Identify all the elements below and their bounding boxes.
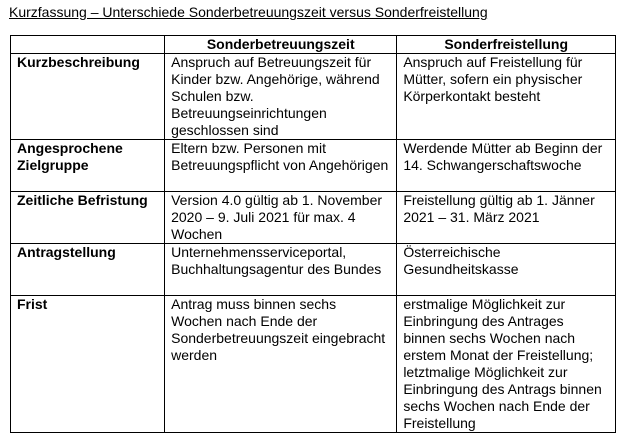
cell-sonderbetreuungszeit: Anspruch auf Betreuungszeit für Kinder bzw. Angehörige, während Schulen bzw. Betreuungseinrichtungen geschlossen sind (165, 54, 397, 140)
row-label-frist: Frist (11, 296, 165, 433)
cell-sonderbetreuungszeit: Version 4.0 gültig ab 1. November 2020 – 9. Juli 2021 für max. 4 Wochen (165, 192, 397, 244)
cell-sonderbetreuungszeit: Antrag muss binnen sechs Wochen nach Ende der Sonderbetreuungszeit eingebracht werden (165, 296, 397, 433)
header-sonderfreistellung: Sonderfreistellung (397, 36, 616, 54)
table-row (11, 244, 616, 296)
cell-sonderfreistellung: Freistellung gültig ab 1. Jänner 2021 – 31. März 2021 (397, 192, 616, 244)
cell-sonderbetreuungszeit: Unternehmensserviceportal, Buchhaltungsagentur des Bundes (165, 244, 397, 296)
row-label-kurzbeschreibung: Kurzbeschreibung (11, 54, 165, 140)
table-row (11, 192, 616, 244)
table-row (11, 296, 616, 433)
header-empty-cell (11, 36, 165, 54)
cell-sonderfreistellung: Österreichische Gesundheitskasse (397, 244, 616, 296)
header-sonderbetreuungszeit: Sonderbetreuungszeit (165, 36, 397, 54)
document-title: Kurzfassung – Unterschiede Sonderbetreuungszeit versus Sonderfreistellung (9, 4, 488, 20)
row-label-befristung: Zeitliche Befristung (11, 192, 165, 244)
row-label-zielgruppe: Angesprochene Zielgruppe (11, 140, 165, 192)
table-row (11, 54, 616, 140)
row-label-antragstellung: Antragstellung (11, 244, 165, 296)
table-header-row (11, 36, 616, 54)
comparison-table (10, 35, 616, 433)
cell-sonderfreistellung: Werdende Mütter ab Beginn der 14. Schwangerschaftswoche (397, 140, 616, 192)
cell-sonderbetreuungszeit: Eltern bzw. Personen mit Betreuungspflicht von Angehörigen (165, 140, 397, 192)
cell-sonderfreistellung: erstmalige Möglichkeit zur Einbringung des Antrages binnen sechs Wochen nach erstem Monat der Freistellung; letztmalige Möglichkeit zur Einbringung des Antrags binnen sechs Wochen nach Ende der Freistellung (397, 296, 616, 433)
table-row (11, 140, 616, 192)
cell-sonderfreistellung: Anspruch auf Freistellung für Mütter, sofern ein physischer Körperkontakt besteht (397, 54, 616, 140)
